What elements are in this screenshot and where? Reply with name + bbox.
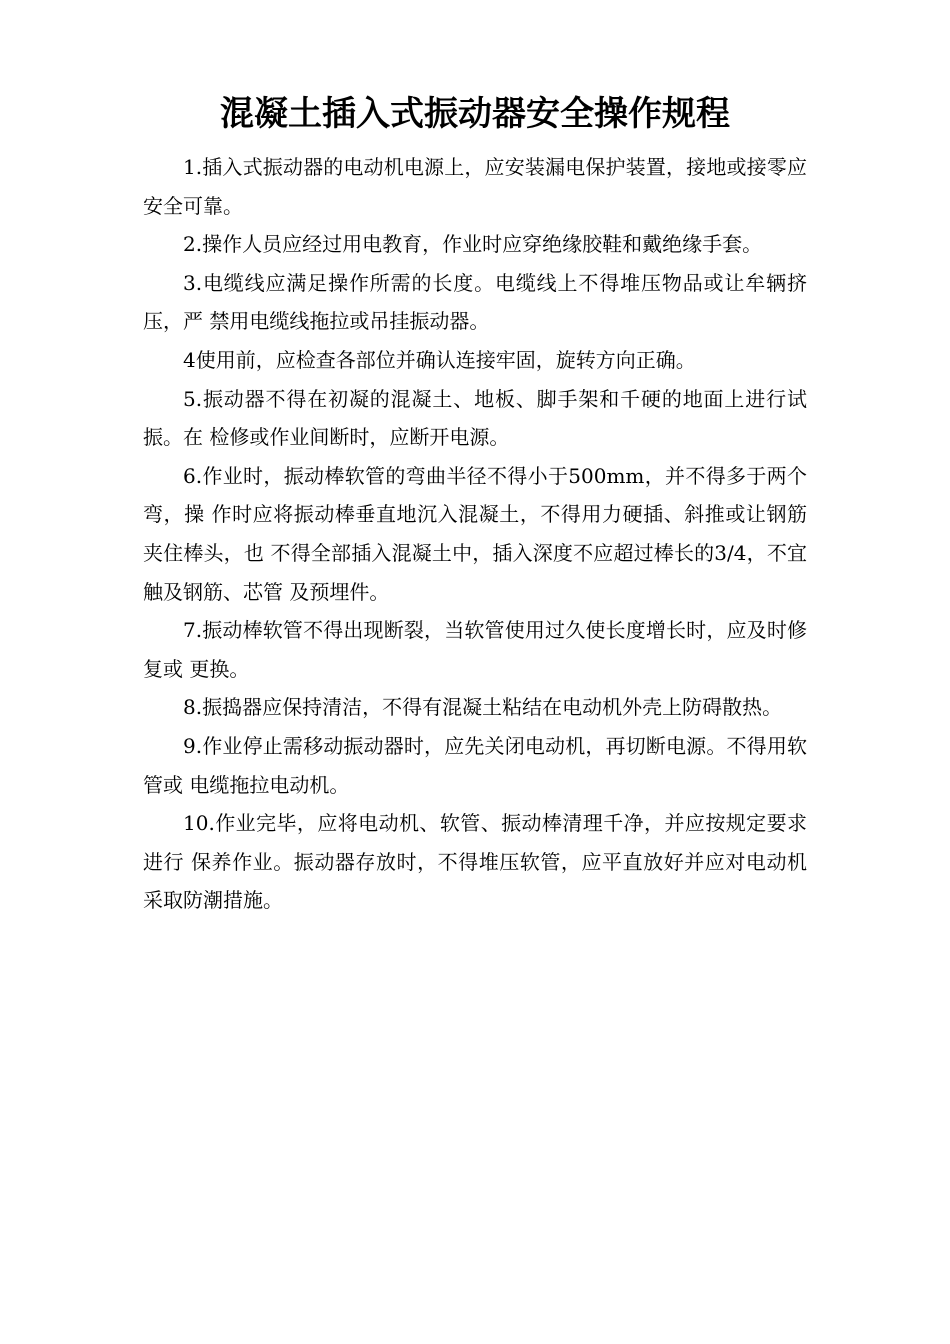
rule-paragraph-3: 3.电缆线应满足操作所需的长度。电缆线上不得堆压物品或让牟辆挤压，严 禁用电缆线拖拉或吊挂振动器。 — [143, 270, 807, 334]
rule-paragraph-5: 5.振动器不得在初凝的混凝土、地板、脚手架和千硬的地面上进行试振。在 检修或作业间断时，应断开电源。 — [143, 386, 807, 450]
rule-paragraph-10: 10.作业完毕，应将电动机、软管、振动棒清理千净，并应按规定要求进行 保养作业。振动器存放时，不得堆压软管，应平直放好并应对电动机采取防潮措施。 — [143, 811, 807, 913]
rule-paragraph-1: 1.插入式振动器的电动机电源上，应安装漏电保护装置，接地或接零应安全可靠。 — [143, 155, 807, 218]
page-title: 混凝土插入式振动器安全操作规程 — [220, 94, 730, 134]
rule-paragraph-4: 4使用前，应检查各部位并确认连接牢固，旋转方向正确。 — [183, 347, 696, 372]
document-body — [143, 148, 807, 920]
rule-paragraph-6: 6.作业时，振动棒软管的弯曲半径不得小于500mm，并不得多于两个弯，操 作时应将振动棒垂直地沉入混凝土，不得用力硬插、斜推或让钢筋夹住棒头，也 不得全部插入混凝土中，插入深度不应超过棒长的3/4，不宜触及钢筋、芯管 及预埋件。 — [143, 463, 807, 604]
rule-paragraph-8: 8.振捣器应保持清洁，不得有混凝土粘结在电动机外壳上防碍散热。 — [183, 695, 783, 720]
rule-paragraph-2: 2.操作人员应经过用电教育，作业时应穿绝缘胶鞋和戴绝缘手套。 — [183, 232, 763, 257]
rule-paragraph-7: 7.振动棒软管不得出现断裂，当软管使用过久使长度增长时，应及时修复或 更换。 — [143, 618, 807, 681]
rule-paragraph-9: 9.作业停止需移动振动器时，应先关闭电动机，再切断电源。不得用软管或 电缆拖拉电动机。 — [143, 733, 807, 797]
